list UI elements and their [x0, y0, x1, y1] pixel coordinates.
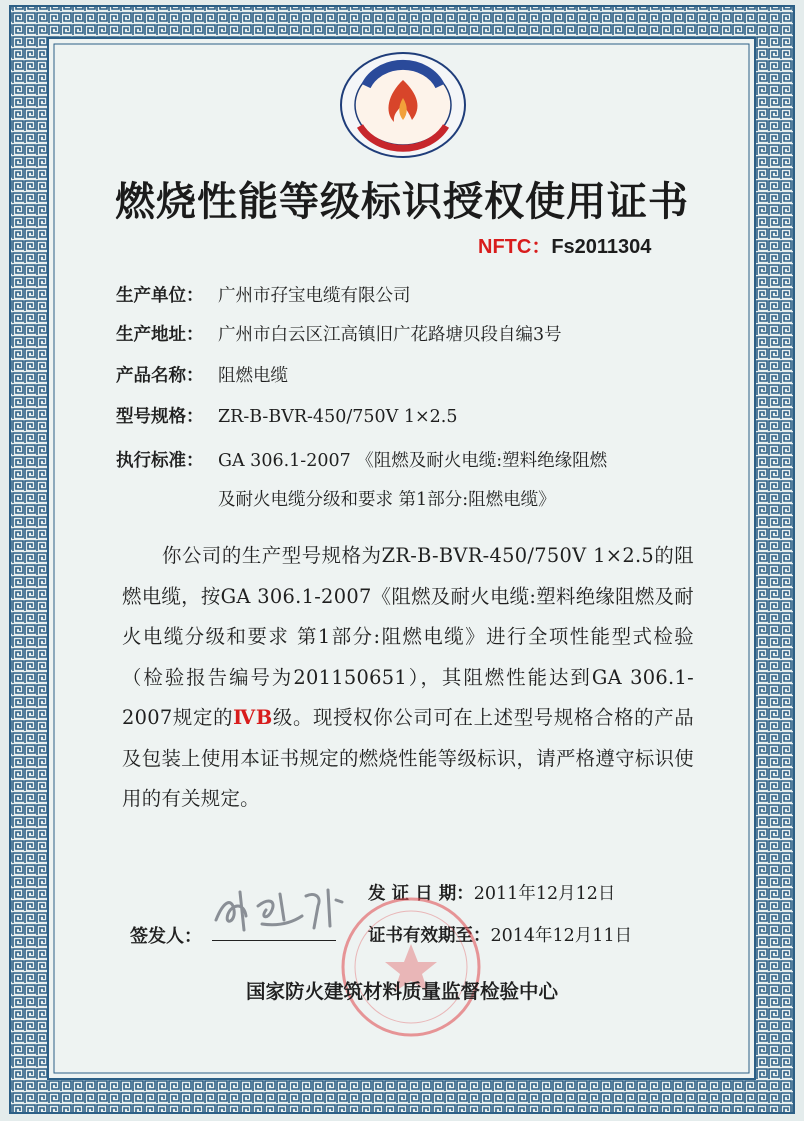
field-label: 型号规格： [116, 407, 204, 427]
field-manufacturer [116, 282, 411, 307]
field-value: 广州市孖宝电缆有限公司 [218, 286, 411, 306]
flame-emblem-icon [338, 50, 468, 160]
certificate-number-separator: ： [531, 236, 552, 258]
paragraph-text: 你公司的生产型号规格为ZR-B-BVR-450/750V 1×2.5的阻燃电缆，按GA 306.1-2007《阻燃及耐火电缆:塑料绝缘阻燃及耐火电缆分级和要求 第1部分:阻燃电缆》进行全项性能型式检验（检验报告编号为201150651），其阻燃性能达到GA 306.1-2007规定的 [122, 544, 694, 729]
field-model-spec [116, 403, 457, 428]
field-standard [116, 447, 607, 472]
field-label: 产品名称： [116, 366, 204, 386]
expiry-date-value: 2014年12月11日 [490, 926, 633, 946]
certificate-number-value: Fs2011304 [551, 236, 652, 258]
field-product-name [116, 362, 288, 387]
authorization-paragraph [122, 536, 694, 820]
field-value: 广州市白云区江高镇旧广花路塘贝段自编3号 [218, 325, 562, 345]
organization-seal [338, 50, 468, 160]
field-value: ZR-B-BVR-450/750V 1×2.5 [218, 407, 458, 427]
signer-label: 签发人： [130, 926, 202, 947]
issue-date-value: 2011年12月12日 [473, 884, 616, 904]
grade-badge: ⅣB [233, 706, 273, 729]
field-value: GA 306.1-2007 《阻燃及耐火电缆:塑料绝缘阻燃 [218, 451, 608, 471]
field-value: 阻燃电缆 [218, 366, 288, 386]
field-standard-continued [116, 486, 556, 511]
issue-date-label: 发 证 日 期： [368, 884, 474, 904]
field-address [116, 321, 562, 346]
field-value: 及耐火电缆分级和要求 第1部分:阻燃电缆》 [218, 490, 556, 510]
star-stamp-icon [336, 892, 486, 1042]
issuing-organization: 国家防火建筑材料质量监督检验中心 [245, 980, 558, 1003]
certificate-number [478, 230, 651, 259]
field-label: 生产单位： [116, 286, 204, 306]
paragraph-text-continued: 级。现授权你公司可在上述型号规格合格的产品及包装上使用本证书规定的燃烧性能等级标识，请严格遵守标识使用的有关规定。 [122, 706, 694, 810]
field-label: 生产地址： [116, 325, 204, 345]
field-label: 执行标准： [116, 451, 204, 471]
certificate-title: 燃烧性能等级标识授权使用证书 [115, 179, 689, 225]
expiry-date-label: 证书有效期至： [368, 926, 491, 946]
official-stamp [336, 892, 486, 1046]
certificate-number-label: NFTC [478, 236, 532, 258]
